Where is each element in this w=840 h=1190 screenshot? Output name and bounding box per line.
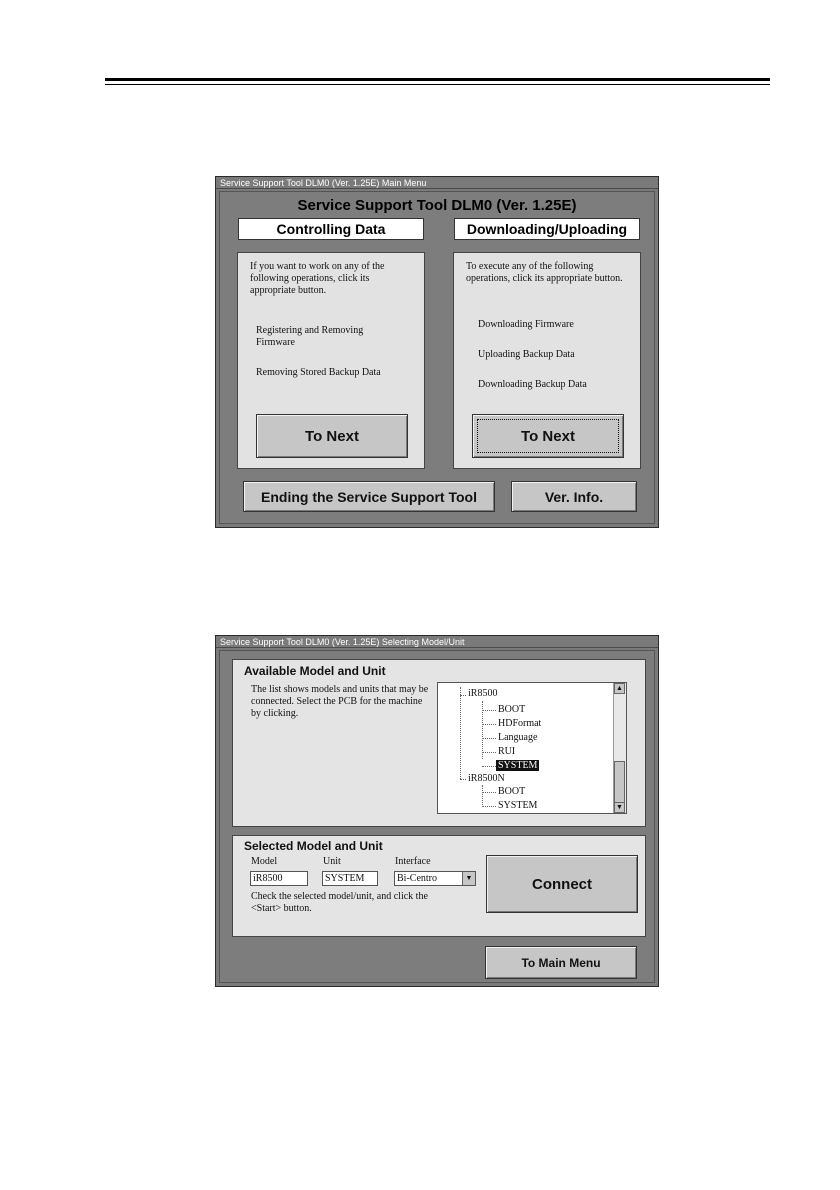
available-model-heading: Available Model and Unit bbox=[244, 664, 386, 678]
dropdown-arrow-icon[interactable]: ▼ bbox=[462, 872, 475, 885]
tree-unit-boot-2[interactable]: BOOT bbox=[498, 786, 526, 797]
main-menu-client bbox=[219, 191, 655, 524]
unit-label: Unit bbox=[323, 856, 341, 867]
tree-model-ir8500n[interactable]: iR8500N bbox=[468, 773, 505, 784]
download-upload-panel bbox=[453, 252, 641, 469]
header-rule-thick bbox=[105, 78, 770, 81]
scroll-up-arrow-icon[interactable]: ▲ bbox=[614, 683, 625, 694]
model-unit-tree[interactable] bbox=[437, 682, 627, 814]
select-model-titlebar: Service Support Tool DLM0 (Ver. 1.25E) Selecting Model/Unit bbox=[216, 636, 658, 648]
unit-field: SYSTEM bbox=[322, 871, 378, 886]
to-main-menu-button[interactable]: To Main Menu bbox=[485, 946, 637, 979]
selected-model-note: Check the selected model/unit, and click the <Start> button. bbox=[251, 891, 428, 914]
main-menu-window bbox=[215, 176, 659, 528]
controlling-data-intro: If you want to work on any of the following operations, click its appropriate button. bbox=[250, 261, 385, 296]
tree-unit-language[interactable]: Language bbox=[498, 732, 538, 743]
select-model-window bbox=[215, 635, 659, 987]
tree-unit-rui[interactable]: RUI bbox=[498, 746, 516, 757]
available-model-description: The list shows models and units that may be connected. Select the PCB for the machine by clicking. bbox=[251, 684, 429, 719]
interface-label: Interface bbox=[395, 856, 431, 867]
interface-value: Bi-Centro bbox=[397, 873, 437, 884]
download-upload-item-3: Downloading Backup Data bbox=[478, 379, 587, 390]
model-label: Model bbox=[251, 856, 278, 867]
tree-unit-system-selected[interactable]: SYSTEM bbox=[498, 760, 538, 771]
controlling-data-item-1: Registering and Removing Firmware bbox=[256, 325, 364, 348]
controlling-data-item-2: Removing Stored Backup Data bbox=[256, 367, 381, 378]
connect-button[interactable]: Connect bbox=[486, 855, 638, 913]
end-tool-button[interactable]: Ending the Service Support Tool bbox=[243, 481, 495, 512]
selected-model-heading: Selected Model and Unit bbox=[244, 839, 383, 853]
tree-model-ir8500[interactable]: iR8500 bbox=[468, 688, 498, 699]
tree-unit-system-2[interactable]: SYSTEM bbox=[498, 800, 538, 811]
selected-model-group bbox=[232, 835, 646, 937]
controlling-data-panel bbox=[237, 252, 425, 469]
download-upload-next-button[interactable]: To Next bbox=[472, 414, 624, 458]
controlling-data-next-button[interactable]: To Next bbox=[256, 414, 408, 458]
select-model-client bbox=[219, 650, 655, 983]
scroll-thumb[interactable] bbox=[614, 761, 625, 803]
download-upload-item-2: Uploading Backup Data bbox=[478, 349, 575, 360]
tree-scrollbar[interactable] bbox=[613, 683, 626, 813]
downloading-uploading-heading: Downloading/Uploading bbox=[454, 218, 640, 240]
model-field: iR8500 bbox=[250, 871, 308, 886]
scroll-down-arrow-icon[interactable]: ▼ bbox=[614, 802, 625, 813]
controlling-data-heading: Controlling Data bbox=[238, 218, 424, 240]
available-model-group bbox=[232, 659, 646, 827]
tree-unit-boot[interactable]: BOOT bbox=[498, 704, 526, 715]
interface-dropdown[interactable] bbox=[394, 871, 476, 886]
main-menu-titlebar: Service Support Tool DLM0 (Ver. 1.25E) Main Menu bbox=[216, 177, 658, 189]
version-info-button[interactable]: Ver. Info. bbox=[511, 481, 637, 512]
header-rule-thin bbox=[105, 84, 770, 85]
download-upload-intro: To execute any of the following operations, click its appropriate button. bbox=[466, 261, 623, 284]
main-menu-heading: Service Support Tool DLM0 (Ver. 1.25E) bbox=[297, 197, 577, 214]
download-upload-item-1: Downloading Firmware bbox=[478, 319, 574, 330]
tree-unit-hdformat[interactable]: HDFormat bbox=[498, 718, 542, 729]
